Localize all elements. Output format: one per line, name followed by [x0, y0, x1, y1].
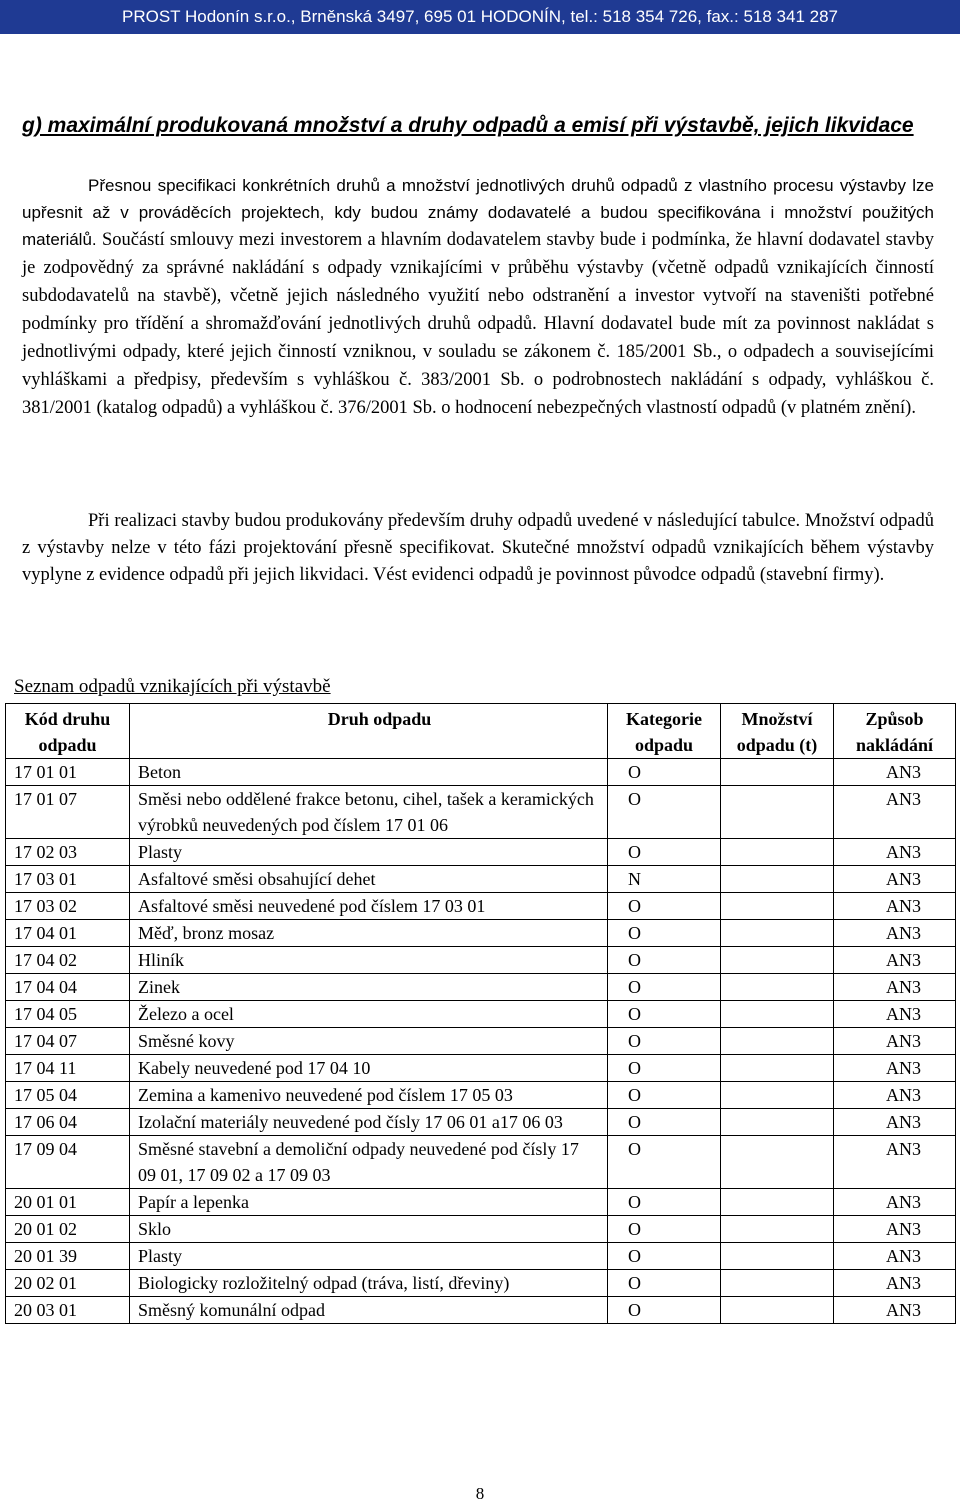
- header-handling: Způsob nakládání: [834, 704, 956, 759]
- cell-category: O: [608, 1189, 721, 1216]
- cell-category: O: [608, 1297, 721, 1324]
- cell-category: O: [608, 759, 721, 786]
- cell-code: 17 04 01: [6, 920, 130, 947]
- cell-category: O: [608, 1001, 721, 1028]
- cell-name: Sklo: [130, 1216, 608, 1243]
- cell-code: 20 01 01: [6, 1189, 130, 1216]
- cell-code: 17 05 04: [6, 1082, 130, 1109]
- cell-handling: AN3: [834, 1243, 956, 1270]
- cell-amount: [721, 1270, 834, 1297]
- cell-name: Měď, bronz mosaz: [130, 920, 608, 947]
- header-amount: Množství odpadu (t): [721, 704, 834, 759]
- page-number: 8: [475, 1484, 485, 1503]
- cell-category: O: [608, 893, 721, 920]
- cell-category: O: [608, 1243, 721, 1270]
- header-code: Kód druhu odpadu: [6, 704, 130, 759]
- table-row: [6, 1082, 956, 1109]
- waste-table: [5, 703, 956, 1324]
- table-row: [6, 1055, 956, 1082]
- cell-category: O: [608, 947, 721, 974]
- cell-name: Asfaltové směsi neuvedené pod číslem 17 03 01: [130, 893, 608, 920]
- cell-category: O: [608, 1216, 721, 1243]
- cell-amount: [721, 1028, 834, 1055]
- cell-code: 17 04 07: [6, 1028, 130, 1055]
- cell-amount: [721, 1001, 834, 1028]
- cell-amount: [721, 1082, 834, 1109]
- cell-amount: [721, 893, 834, 920]
- cell-handling: AN3: [834, 866, 956, 893]
- document-header: PROST Hodonín s.r.o., Brněnská 3497, 695 01 HODONÍN, tel.: 518 354 726, fax.: 518 341 287: [0, 0, 960, 34]
- table-row: [6, 759, 956, 786]
- cell-amount: [721, 1109, 834, 1136]
- cell-code: 17 03 02: [6, 893, 130, 920]
- table-row: [6, 866, 956, 893]
- table-caption: Seznam odpadů vznikajících při výstavbě: [14, 676, 331, 697]
- cell-handling: AN3: [834, 974, 956, 1001]
- table-row: [6, 1028, 956, 1055]
- cell-amount: [721, 1189, 834, 1216]
- cell-code: 17 03 01: [6, 866, 130, 893]
- cell-amount: [721, 839, 834, 866]
- cell-name: Plasty: [130, 1243, 608, 1270]
- cell-amount: [721, 1055, 834, 1082]
- cell-handling: AN3: [834, 1136, 956, 1189]
- table-header-row: [6, 704, 956, 759]
- cell-name: Papír a lepenka: [130, 1189, 608, 1216]
- cell-category: O: [608, 974, 721, 1001]
- cell-name: Plasty: [130, 839, 608, 866]
- section-heading: g) maximální produkovaná množství a druhy odpadů a emisí při výstavbě, jejich likvidace: [22, 114, 914, 137]
- table-row: [6, 1216, 956, 1243]
- cell-code: 20 01 39: [6, 1243, 130, 1270]
- cell-category: N: [608, 866, 721, 893]
- cell-amount: [721, 974, 834, 1001]
- cell-name: Asfaltové směsi obsahující dehet: [130, 866, 608, 893]
- cell-code: 17 04 04: [6, 974, 130, 1001]
- cell-name: Zemina a kamenivo neuvedené pod číslem 17 05 03: [130, 1082, 608, 1109]
- cell-handling: AN3: [834, 759, 956, 786]
- cell-category: O: [608, 1028, 721, 1055]
- cell-code: 17 01 01: [6, 759, 130, 786]
- cell-amount: [721, 866, 834, 893]
- table-row: [6, 974, 956, 1001]
- table-row: [6, 1136, 956, 1189]
- cell-handling: AN3: [834, 839, 956, 866]
- table-row: [6, 1109, 956, 1136]
- intro-paragraph: [22, 172, 934, 422]
- cell-name: Směsné stavební a demoliční odpady neuvedené pod čísly 17 09 01, 17 09 02 a 17 09 03: [130, 1136, 608, 1189]
- table-row: [6, 839, 956, 866]
- cell-handling: AN3: [834, 1270, 956, 1297]
- cell-amount: [721, 947, 834, 974]
- cell-name: Beton: [130, 759, 608, 786]
- cell-handling: AN3: [834, 1216, 956, 1243]
- cell-code: 20 01 02: [6, 1216, 130, 1243]
- cell-amount: [721, 1136, 834, 1189]
- cell-handling: AN3: [834, 1297, 956, 1324]
- table-row: [6, 1001, 956, 1028]
- table-row: [6, 1297, 956, 1324]
- cell-name: Izolační materiály neuvedené pod čísly 17 06 01 a17 06 03: [130, 1109, 608, 1136]
- cell-name: Železo a ocel: [130, 1001, 608, 1028]
- table-row: [6, 1189, 956, 1216]
- cell-handling: AN3: [834, 1001, 956, 1028]
- cell-code: 20 02 01: [6, 1270, 130, 1297]
- cell-handling: AN3: [834, 1028, 956, 1055]
- cell-amount: [721, 1216, 834, 1243]
- cell-handling: AN3: [834, 1109, 956, 1136]
- cell-code: 17 06 04: [6, 1109, 130, 1136]
- intro-paragraph-sans-text: Přesnou specifikaci konkrétních druhů a množství jednotlivých druhů odpadů z vlastního procesu výstavby lze upřesnit až v prováděcích projektech, kdy budou známy dodavatelé a budou specifikována i množství použitých materiálů.: [22, 176, 934, 249]
- table-row: [6, 947, 956, 974]
- cell-code: 17 04 02: [6, 947, 130, 974]
- cell-handling: AN3: [834, 786, 956, 839]
- table-row: [6, 920, 956, 947]
- table-row: [6, 1243, 956, 1270]
- cell-amount: [721, 1297, 834, 1324]
- cell-handling: AN3: [834, 920, 956, 947]
- cell-name: Hliník: [130, 947, 608, 974]
- cell-category: O: [608, 1082, 721, 1109]
- cell-code: 17 04 11: [6, 1055, 130, 1082]
- cell-category: O: [608, 920, 721, 947]
- cell-code: 17 02 03: [6, 839, 130, 866]
- cell-code: 17 01 07: [6, 786, 130, 839]
- cell-handling: AN3: [834, 1082, 956, 1109]
- cell-category: O: [608, 786, 721, 839]
- production-paragraph: Při realizaci stavby budou produkovány především druhy odpadů uvedené v následující tabulce. Množství odpadů z výstavby nelze v této fázi projektování přesně specifikovat. Skutečné množství odpadů vznikajících během výstavby vyplyne z evidence odpadů při jejich likvidaci. Vést evidenci odpadů je povinnost původce odpadů (stavební firmy).: [22, 511, 934, 585]
- cell-name: Směsný komunální odpad: [130, 1297, 608, 1324]
- intro-paragraph-serif-text-2: Hlavní dodavatel bude mít za povinnost nakládat s jednotlivými odpady, které jejich činností vzniknou, v souladu se zákonem č. 185/2001 Sb., o odpadech a souvisejícími vyhláškami a předpisy, především s vyhláškou č. 383/2001 Sb. o podrobnostech nakládání s odpady, vyhláškou č. 381/2001 (katalog odpadů) a vyhláškou č. 376/2001 Sb. o hodnocení nebezpečných vlastností odpadů (v platném znění).: [22, 314, 935, 418]
- table-row: [6, 893, 956, 920]
- cell-category: O: [608, 1109, 721, 1136]
- cell-amount: [721, 1243, 834, 1270]
- cell-amount: [721, 920, 834, 947]
- cell-handling: AN3: [834, 1189, 956, 1216]
- cell-category: O: [608, 1270, 721, 1297]
- cell-category: O: [608, 839, 721, 866]
- intro-paragraph-serif-text: Součástí smlouvy mezi investorem a hlavním dodavatelem stavby bude i podmínka, že hlavní dodavatel stavby je zodpovědný za správné nakládání s odpady vznikajícími v průběhu výstavby (včetně odpadů vznikajících činností subdodavatelů na stavbě), včetně jejich následného využití nebo odstranění a investor vytvoří na staveništi potřebné podmínky pro třídění a shromažďování jednotlivých druhů odpadů.: [22, 230, 934, 334]
- header-name: Druh odpadu: [130, 704, 608, 759]
- cell-code: 17 09 04: [6, 1136, 130, 1189]
- header-category: Kategorie odpadu: [608, 704, 721, 759]
- cell-name: Směsné kovy: [130, 1028, 608, 1055]
- cell-handling: AN3: [834, 1055, 956, 1082]
- cell-code: 17 04 05: [6, 1001, 130, 1028]
- cell-handling: AN3: [834, 893, 956, 920]
- cell-category: O: [608, 1055, 721, 1082]
- cell-name: Biologicky rozložitelný odpad (tráva, listí, dřeviny): [130, 1270, 608, 1297]
- cell-handling: AN3: [834, 947, 956, 974]
- cell-name: Zinek: [130, 974, 608, 1001]
- cell-amount: [721, 786, 834, 839]
- cell-amount: [721, 759, 834, 786]
- table-row: [6, 1270, 956, 1297]
- cell-name: Směsi nebo oddělené frakce betonu, cihel, tašek a keramických výrobků neuvedených pod číslem 17 01 06: [130, 786, 608, 839]
- cell-category: O: [608, 1136, 721, 1189]
- table-row: [6, 786, 956, 839]
- waste-table-body: [6, 759, 956, 1324]
- cell-code: 20 03 01: [6, 1297, 130, 1324]
- cell-name: Kabely neuvedené pod 17 04 10: [130, 1055, 608, 1082]
